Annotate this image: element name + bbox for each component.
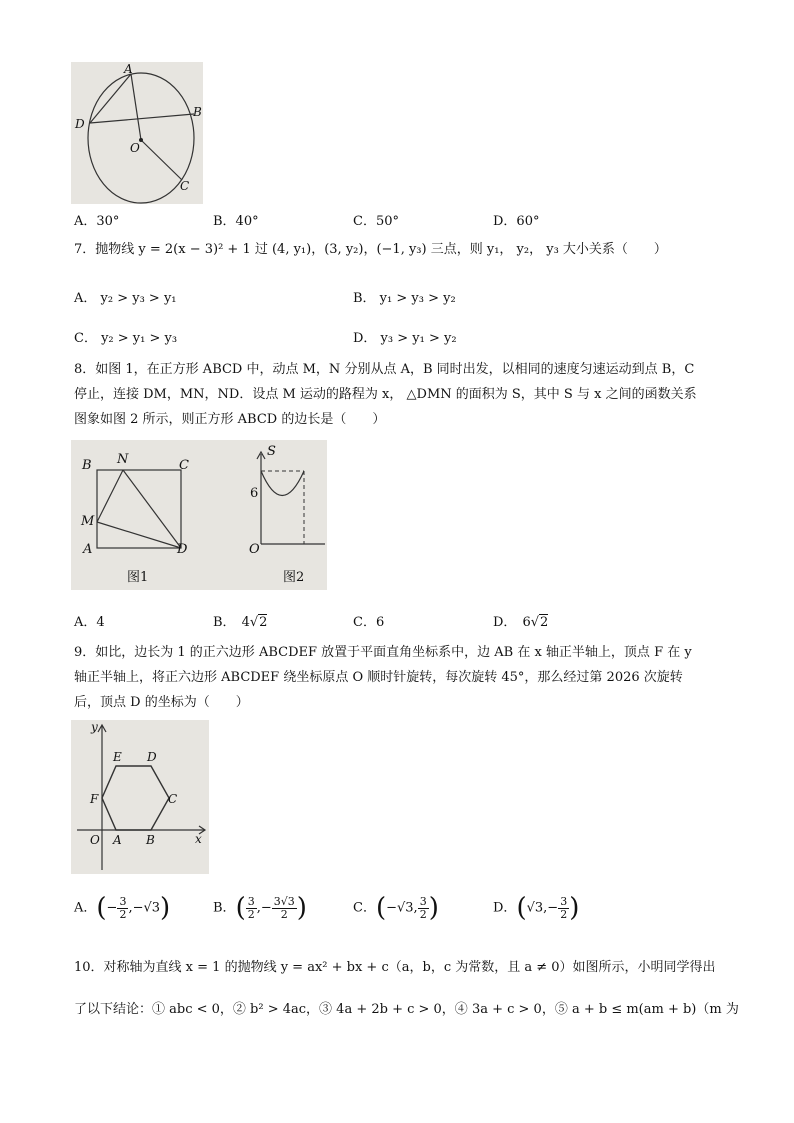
q9-option-b-frac2 [272, 896, 297, 921]
q9-option-c-frac [418, 896, 429, 921]
q8-option-d-prefix: D． [493, 615, 517, 630]
q9-option-b-prefix: B． [213, 900, 236, 916]
q9-option-a-prefix: A． [74, 900, 97, 916]
q8-stem-line1: 8．如图 1，在正方形 ABCD 中，动点 M，N 分别从点 A，B 同时出发，以相同的速度匀速运动到点 B，C [74, 362, 695, 377]
q7-option-c: C． y₂ > y₁ > y₃ [74, 331, 178, 346]
q9-label-o: O [90, 833, 100, 847]
q6-label-c: C [180, 179, 190, 193]
q8-option-d-radicand: 2 [540, 615, 549, 630]
q6-label-a: A [124, 62, 133, 76]
q9-option-d-first: √3,− [526, 900, 559, 916]
q8-figures [71, 440, 327, 590]
q9-option-b-frac1 [246, 896, 257, 921]
q8-stem-line2: 停止，连接 DM，MN，ND．设点 M 运动的路程为 x， △DMN 的面积为 S，其中 S 与 x 之间的函数关系 [74, 387, 697, 402]
q9-option-d-lparen: ( [516, 893, 527, 923]
q6-label-b: B [193, 105, 202, 119]
q8-fig1-label-d: D [177, 542, 188, 557]
q9-option-b-den1: 2 [247, 907, 255, 921]
q9-option-a-rest: ,−√3 [128, 900, 161, 916]
q6-label-o: O [130, 141, 140, 155]
q8-option-a: A．4 [74, 615, 105, 630]
q7-stem: 7．抛物线 y = 2(x − 3)² + 1 过 (4, y₁)，(3, y₂)，(−1, y₃) 三点，则 y₁， y₂， y₃ 大小关系（ ） [74, 242, 667, 257]
q8-option-d-coef: 6 [522, 615, 531, 630]
q9-option-c-prefix: C． [353, 900, 376, 916]
q9-option-d-frac [558, 896, 569, 921]
q8-fig1-label-c: C [179, 458, 189, 473]
q9-option-d-den: 2 [560, 907, 568, 921]
q9-option-a-lparen: ( [96, 893, 107, 923]
q8-fig1-caption: 图1 [127, 570, 149, 585]
q9-option-c-den: 2 [419, 907, 427, 921]
q9-label-d: D [147, 750, 157, 764]
q6-option-a: A．30° [74, 214, 120, 229]
q8-option-c: C．6 [353, 615, 385, 630]
q7-option-d: D． y₃ > y₁ > y₂ [353, 331, 457, 346]
q8-option-b-radical: √2 [249, 615, 268, 630]
q9-option-a: A．(− $\frac{3}{2}$ ,−√3) [74, 893, 171, 923]
q9-option-a-num: 3 [119, 894, 127, 908]
q9-label-y: y [91, 720, 98, 734]
q9-option-b-lparen: ( [235, 893, 246, 923]
q7-option-b: B． y₁ > y₃ > y₂ [353, 291, 456, 306]
q9-label-a: A [113, 833, 122, 847]
q9-option-a-den: 2 [119, 907, 127, 921]
q9-option-c-rparen: ) [428, 893, 439, 923]
q9-hexagon-figure [71, 720, 209, 874]
q9-option-d [493, 893, 579, 923]
q9-option-c-lparen: ( [375, 893, 387, 923]
q10-stem-line1: 10．对称轴为直线 x = 1 的抛物线 y = ax² + bx + c（a，b，c 为常数，且 a ≠ 0）如图所示，小明同学得出 [74, 960, 716, 975]
q9-option-b-rparen: ) [296, 893, 307, 923]
q9-stem-line3: 后，顶点 D 的坐标为（ ） [74, 695, 249, 710]
q9-label-x: x [195, 832, 202, 846]
q9-option-d-num: 3 [560, 894, 568, 908]
q9-option-a-frac [117, 896, 128, 921]
q9-option-a-rparen: ) [160, 893, 171, 923]
q9-stem-line2: 轴正半轴上，将正六边形 ABCDEF 绕坐标原点 O 顺时针旋转，每次旋转 45°，那么经过第 2026 次旋转 [74, 670, 683, 685]
q8-option-d-radical: √2 [530, 615, 549, 630]
q6-option-b: B．40° [213, 214, 259, 229]
q8-fig2-label-o: O [249, 542, 260, 557]
q6-option-d: D．60° [493, 214, 540, 229]
q10-stem-line2: 了以下结论：① abc < 0，② b² > 4ac，③ 4a + 2b + c > 0，④ 3a + c > 0，⑤ a + b ≤ m(am + b)（m 为 [74, 1002, 739, 1017]
q8-fig1-label-m: M [81, 514, 95, 529]
q9-option-b: B．( $\frac{3}{2}$ ,− $\frac{3√3}{2}$ ) [213, 893, 307, 923]
q8-option-b-coef: 4 [241, 615, 250, 630]
q9-option-c-num: 3 [419, 894, 427, 908]
q8-option-b-radicand: 2 [259, 615, 268, 630]
q8-fig1-label-n: N [117, 452, 129, 467]
q9-label-c: C [168, 792, 178, 806]
q9-label-f: F [90, 792, 99, 806]
q8-fig1-label-b: B [82, 458, 92, 473]
q8-option-b [213, 611, 267, 630]
q9-option-b-num1: 3 [247, 894, 255, 908]
q8-option-d [493, 611, 548, 630]
q9-option-b-den2: 2 [280, 907, 288, 921]
q6-circle-figure [71, 62, 203, 204]
q9-option-c-first: −√3, [386, 900, 418, 916]
q8-fig1-label-a: A [83, 542, 93, 557]
q8-stem-line3: 图象如图 2 所示，则正方形 ABCD 的边长是（ ） [74, 412, 386, 427]
q8-fig2-label-six: 6 [250, 486, 259, 501]
q8-fig2-caption: 图2 [283, 570, 305, 585]
q9-label-b: B [146, 833, 155, 847]
q8-fig2-label-s: S [267, 444, 276, 459]
q9-stem-line1: 9．如比，边长为 1 的正六边形 ABCDEF 放置于平面直角坐标系中，边 AB 在 x 轴正半轴上，顶点 F 在 y [74, 645, 692, 660]
q9-label-e: E [113, 750, 122, 764]
q9-option-b-num2: 3√3 [273, 894, 295, 908]
q9-option-d-prefix: D． [493, 900, 517, 916]
q9-option-c [353, 893, 439, 923]
q9-option-d-rparen: ) [569, 893, 580, 923]
q8-option-b-prefix: B． [213, 615, 236, 630]
q6-label-d: D [75, 117, 85, 131]
q7-option-a: A． y₂ > y₃ > y₁ [74, 291, 177, 306]
q6-option-c: C．50° [353, 214, 399, 229]
